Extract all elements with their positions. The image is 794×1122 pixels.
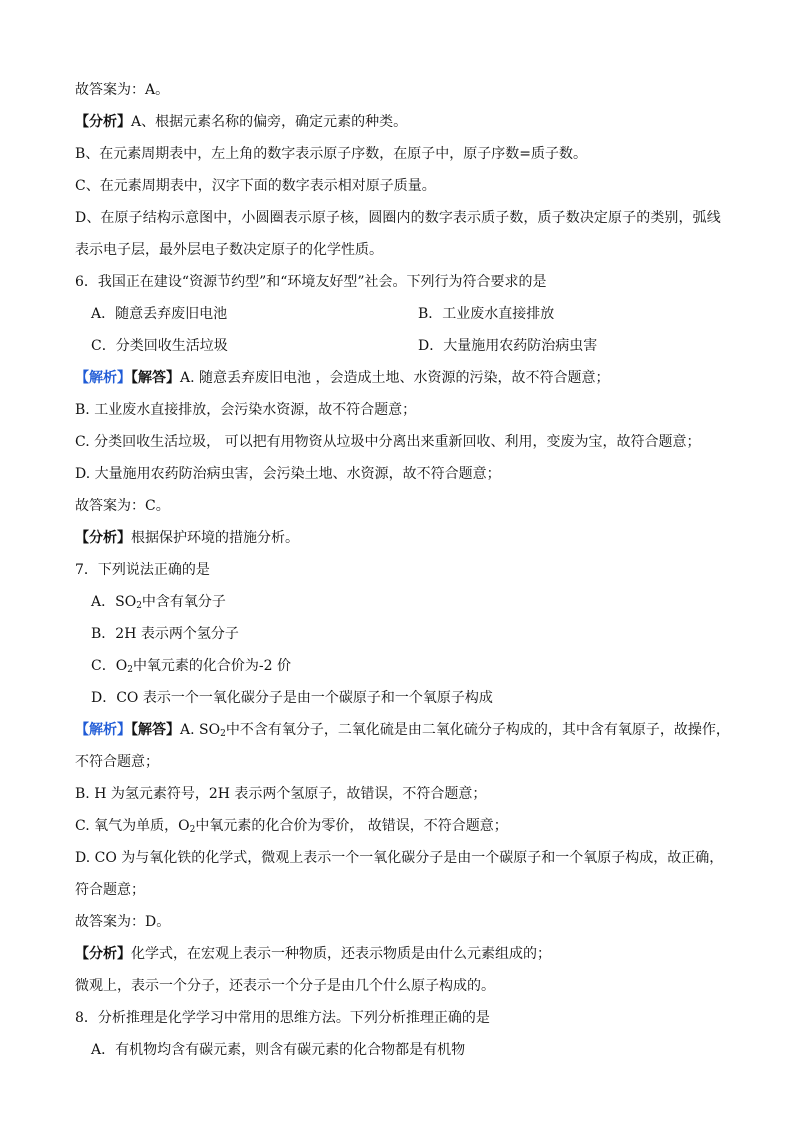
solution-6-line-d: D. 大量施用农药防治病虫害，会污染土地、水资源，故不符合题意； bbox=[75, 466, 501, 482]
solution-7-line-b: B. H 为氢元素符号，2H 表示两个氢原子，故错误，不符合题意； bbox=[75, 786, 487, 802]
j7c-pre: C. 氧气为单质，O bbox=[75, 818, 190, 834]
question-7-option-b: B．2H 表示两个氢分子 bbox=[91, 626, 239, 642]
q7a-pre: A．SO bbox=[91, 594, 137, 610]
question-8-stem: 8．分析推理是化学学习中常用的思维方法。下列分析推理正确的是 bbox=[75, 1010, 490, 1026]
solution-7-line-d-cont: 符合题意； bbox=[75, 882, 145, 898]
solution-6-line-c: C. 分类回收生活垃圾， 可以把有用物资从垃圾中分离出来重新回收、利用，变废为宝，故符合题意； bbox=[75, 434, 701, 450]
analysis-tag: 【分析】 bbox=[75, 530, 131, 546]
j7c-sub: 2 bbox=[189, 825, 196, 835]
analysis-q5-line-2: B、在元素周期表中，左上角的数字表示原子序数，在原子中，原子序数=质子数。 bbox=[75, 146, 588, 162]
answer-line-q6: 故答案为：C。 bbox=[75, 498, 170, 514]
analysis-q5-line-3: C、在元素周期表中，汉字下面的数字表示相对原子质量。 bbox=[75, 178, 436, 194]
solution-6-text-a: A. 随意丢弃废旧电池 ，会造成土地、水资源的污染，故不符合题意； bbox=[180, 370, 610, 386]
question-6-option-a: A．随意丢弃废旧电池 bbox=[91, 306, 228, 322]
solution-6-line-b: B. 工业废水直接排放，会污染水资源，故不符合题意； bbox=[75, 402, 417, 418]
question-7-option-d: D．CO 表示一个一氧化碳分子是由一个碳原子和一个氧原子构成 bbox=[91, 690, 493, 706]
analysis-q5-line-4: D、在原子结构示意图中，小圆圈表示原子核，圆圈内的数字表示质子数，质子数决定原子的类别，弧线 bbox=[75, 210, 721, 226]
question-8-option-a: A．有机物均含有碳元素，则含有碳元素的化合物都是有机物 bbox=[91, 1042, 466, 1058]
question-6-option-d: D．大量施用农药防治病虫害 bbox=[418, 338, 598, 354]
solution-7-line-c bbox=[75, 816, 508, 836]
solution-7-line-d: D. CO 为与氧化铁的化学式，微观上表示一个一氧化碳分子是由一个碳原子和一个氧原子构成，故正确， bbox=[75, 850, 724, 866]
solution-6-line-a bbox=[75, 368, 609, 388]
q7c-post: 中氧元素的化合价为-2 价 bbox=[132, 658, 292, 674]
analysis-text: 根据保护环境的措施分析。 bbox=[131, 530, 299, 546]
q7c-pre: C．O bbox=[91, 658, 128, 674]
analysis-q6 bbox=[75, 528, 299, 548]
answer-line-q7: 故答案为：D。 bbox=[75, 914, 171, 930]
solution-7-line-a-cont: 不符合题意； bbox=[75, 754, 159, 770]
jiexi-tag: 【解析】 bbox=[75, 722, 131, 738]
analysis-q5-line-1 bbox=[75, 112, 407, 132]
j7a-pre: A. SO bbox=[180, 722, 221, 738]
q7c-sub: 2 bbox=[127, 665, 133, 675]
analysis-q7-line-2: 微观上，表示一个分子，还表示一个分子是由几个什么原子构成的。 bbox=[75, 978, 495, 994]
jieda-tag: 【解答】 bbox=[131, 370, 180, 386]
solution-7-line-a bbox=[75, 720, 730, 740]
j7a-post: 中不含有氧分子，二氧化硫是由二氧化硫分子构成的，其中含有氧原子，故操作， bbox=[225, 722, 730, 738]
analysis-q5-line-5: 表示电子层，最外层电子数决定原子的化学性质。 bbox=[75, 242, 383, 258]
analysis-tag: 【分析】 bbox=[75, 946, 131, 962]
question-7-stem: 7．下列说法正确的是 bbox=[75, 562, 210, 578]
q7a-post: 中含有氧分子 bbox=[141, 594, 226, 610]
q7a-sub: 2 bbox=[136, 601, 142, 611]
question-6-stem: 6．我国正在建设“资源节约型”和“环境友好型”社会。下列行为符合要求的是 bbox=[75, 274, 547, 290]
analysis-tag: 【分析】 bbox=[75, 114, 131, 130]
question-6-option-b: B．工业废水直接排放 bbox=[418, 306, 555, 322]
j7a-sub: 2 bbox=[220, 729, 226, 739]
jiexi-tag: 【解析】 bbox=[75, 370, 131, 386]
question-7-option-c bbox=[91, 656, 291, 676]
analysis-q7-line-1 bbox=[75, 944, 551, 964]
question-6-option-c: C．分类回收生活垃圾 bbox=[91, 338, 228, 354]
question-7-option-a bbox=[91, 592, 226, 612]
analysis-text: 化学式，在宏观上表示一种物质，还表示物质是由什么元素组成的； bbox=[131, 946, 551, 962]
analysis-text: A、根据元素名称的偏旁，确定元素的种类。 bbox=[131, 114, 408, 130]
answer-line-q5: 故答案为：A。 bbox=[75, 82, 170, 98]
jieda-tag: 【解答】 bbox=[131, 722, 180, 738]
j7c-post: 中氧元素的化合价为零价， 故错误，不符合题意； bbox=[195, 818, 508, 834]
